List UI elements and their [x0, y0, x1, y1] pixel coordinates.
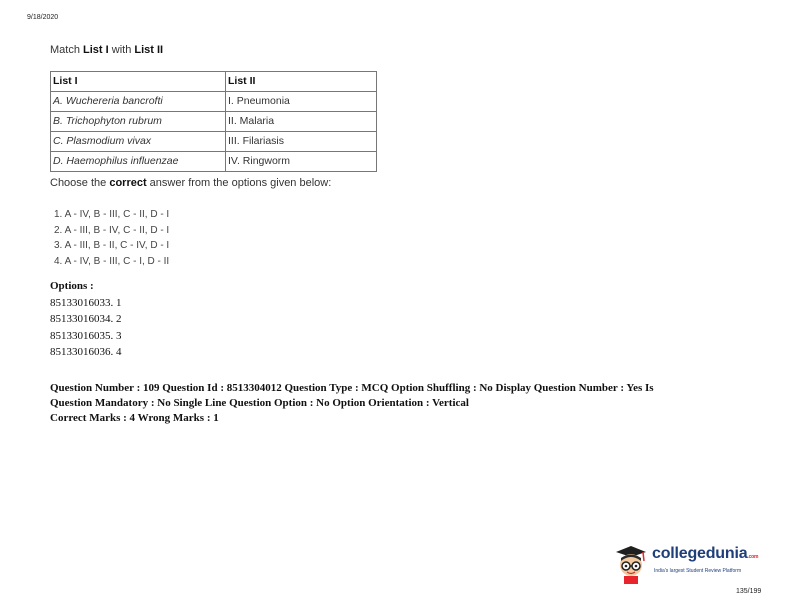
print-date: 9/18/2020	[27, 14, 59, 21]
metadata-line: Question Mandatory : No Single Line Question Option : No Option Orientation : Vertical	[50, 397, 469, 409]
table-header-list1: List I	[51, 72, 226, 92]
options-header: Options :	[50, 280, 94, 292]
table-cell-list1	[51, 112, 226, 132]
choose-before: Choose the	[50, 177, 110, 189]
table-row	[51, 92, 377, 112]
page-number: 135/199	[736, 588, 762, 595]
answer-choice: 3. A - III, B - II, C - IV, D - I	[54, 240, 170, 251]
collegedunia-logo	[612, 543, 762, 585]
organism-name: A. Wuchereria bancrofti	[53, 95, 163, 107]
table-cell-list2: IV. Ringworm	[226, 152, 377, 172]
option-id: 85133016035. 3	[50, 329, 122, 342]
table-cell-list1	[51, 92, 226, 112]
question-list1: List I	[83, 44, 109, 56]
organism-name: B. Trichophyton rubrum	[53, 115, 162, 127]
mascot-icon	[612, 543, 650, 585]
logo-wordmark: collegedunia.com	[652, 545, 759, 562]
organism-name: D. Haemophilus influenzae	[53, 155, 179, 167]
metadata-line: Correct Marks : 4 Wrong Marks : 1	[50, 412, 219, 424]
choose-bold: correct	[109, 177, 147, 189]
question-list2: List II	[134, 44, 164, 56]
table-row	[51, 152, 377, 172]
answer-choice: 2. A - III, B - IV, C - II, D - I	[54, 224, 170, 236]
question-metadata	[50, 381, 750, 426]
table-row	[51, 132, 377, 152]
metadata-line: Question Number : 109 Question Id : 8513304012 Question Type : MCQ Option Shuffling : No Display Question Number : Yes Is	[50, 382, 654, 394]
table-cell-list1	[51, 152, 226, 172]
option-id: 85133016036. 4	[50, 346, 122, 358]
options-block	[50, 278, 122, 361]
answer-choice-list	[54, 207, 169, 269]
table-cell-list2: III. Filariasis	[226, 132, 377, 152]
choose-after: answer from the options given below:	[146, 177, 332, 189]
question-prefix: Match	[50, 44, 84, 56]
answer-choice: 1. A - IV, B - III, C - II, D - I	[54, 209, 170, 220]
option-id: 85133016033. 1	[50, 296, 122, 309]
question-text	[50, 44, 163, 56]
table-cell-list1	[51, 132, 226, 152]
organism-name: C. Plasmodium vivax	[53, 135, 152, 147]
table-cell-list2: I. Pneumonia	[226, 92, 377, 112]
answer-choice: 4. A - IV, B - III, C - I, D - II	[54, 255, 170, 267]
match-table	[50, 71, 377, 172]
table-header-list2: List II	[226, 72, 377, 92]
table-header-row	[51, 72, 377, 92]
choose-instruction	[50, 177, 331, 189]
question-mid: with	[108, 44, 135, 56]
logo-tagline: India's largest Student Review Platform	[654, 568, 742, 574]
option-id: 85133016034. 2	[50, 313, 122, 325]
table-cell-list2: II. Malaria	[226, 112, 377, 132]
table-row	[51, 112, 377, 132]
